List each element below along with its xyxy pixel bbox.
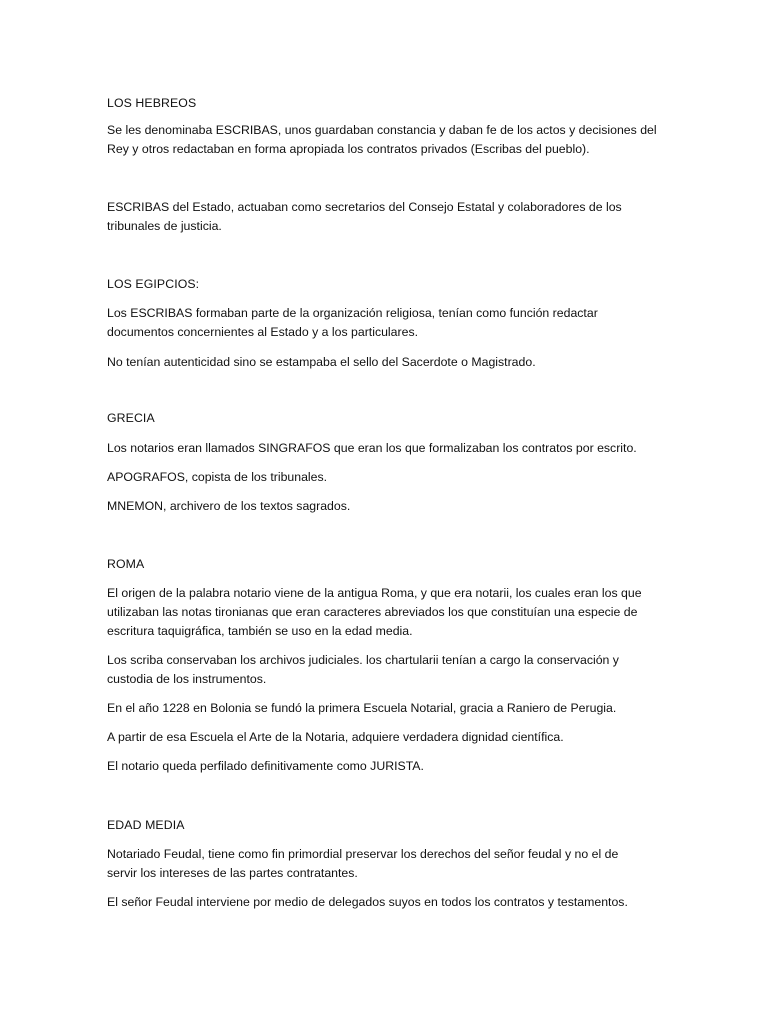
paragraph-line: Se les denominaba ESCRIBAS, unos guardaban constancia y daban fe de los actos y decisiones del [107,123,657,137]
paragraph-line: custodia de los instrumentos. [107,672,267,686]
section-heading-egipcios: LOS EGIPCIOS: [107,277,200,291]
paragraph-line: Notariado Feudal, tiene como fin primordial preservar los derechos del señor feudal y no el de [107,847,619,861]
paragraph-line: tribunales de justicia. [107,219,222,233]
section-heading-edad-media: EDAD MEDIA [107,818,185,832]
paragraph-line: Los ESCRIBAS formaban parte de la organización religiosa, tenían como función redactar [107,306,598,320]
section-heading-grecia: GRECIA [107,411,155,425]
paragraph-line: MNEMON, archivero de los textos sagrados. [107,499,351,513]
paragraph-line: El señor Feudal interviene por medio de delegados suyos en todos los contratos y testamentos. [107,895,628,909]
paragraph-line: Los notarios eran llamados SINGRAFOS que eran los que formalizaban los contratos por escrito. [107,441,637,455]
paragraph-line: A partir de esa Escuela el Arte de la Notaria, adquiere verdadera dignidad científica. [107,730,564,744]
paragraph-line: En el año 1228 en Bolonia se fundó la primera Escuela Notarial, gracia a Raniero de Perugia. [107,701,617,715]
paragraph-line: APOGRAFOS, copista de los tribunales. [107,470,328,484]
paragraph-line: Los scriba conservaban los archivos judiciales. los chartularii tenían a cargo la conservación y [107,653,619,667]
paragraph-line: No tenían autenticidad sino se estampaba el sello del Sacerdote o Magistrado. [107,355,536,369]
paragraph-line: documentos concernientes al Estado y a los particulares. [107,325,419,339]
paragraph-line: escritura taquigráfica, también se uso en la edad media. [107,624,413,638]
paragraph-line: ESCRIBAS del Estado, actuaban como secretarios del Consejo Estatal y colaboradores de los [107,200,622,214]
paragraph-line: El notario queda perfilado definitivamente como JURISTA. [107,759,424,773]
section-heading-hebreos: LOS HEBREOS [107,96,197,110]
paragraph-line: El origen de la palabra notario viene de la antigua Roma, y que era notarii, los cuales eran los que [107,586,642,600]
paragraph-line: servir los intereses de las partes contratantes. [107,866,358,880]
section-heading-roma: ROMA [107,557,145,571]
paragraph-line: Rey y otros redactaban en forma apropiada los contratos privados (Escribas del pueblo). [107,142,590,156]
paragraph-line: utilizaban las notas tironianas que eran caracteres abreviados los que constituían una especie de [107,605,638,619]
